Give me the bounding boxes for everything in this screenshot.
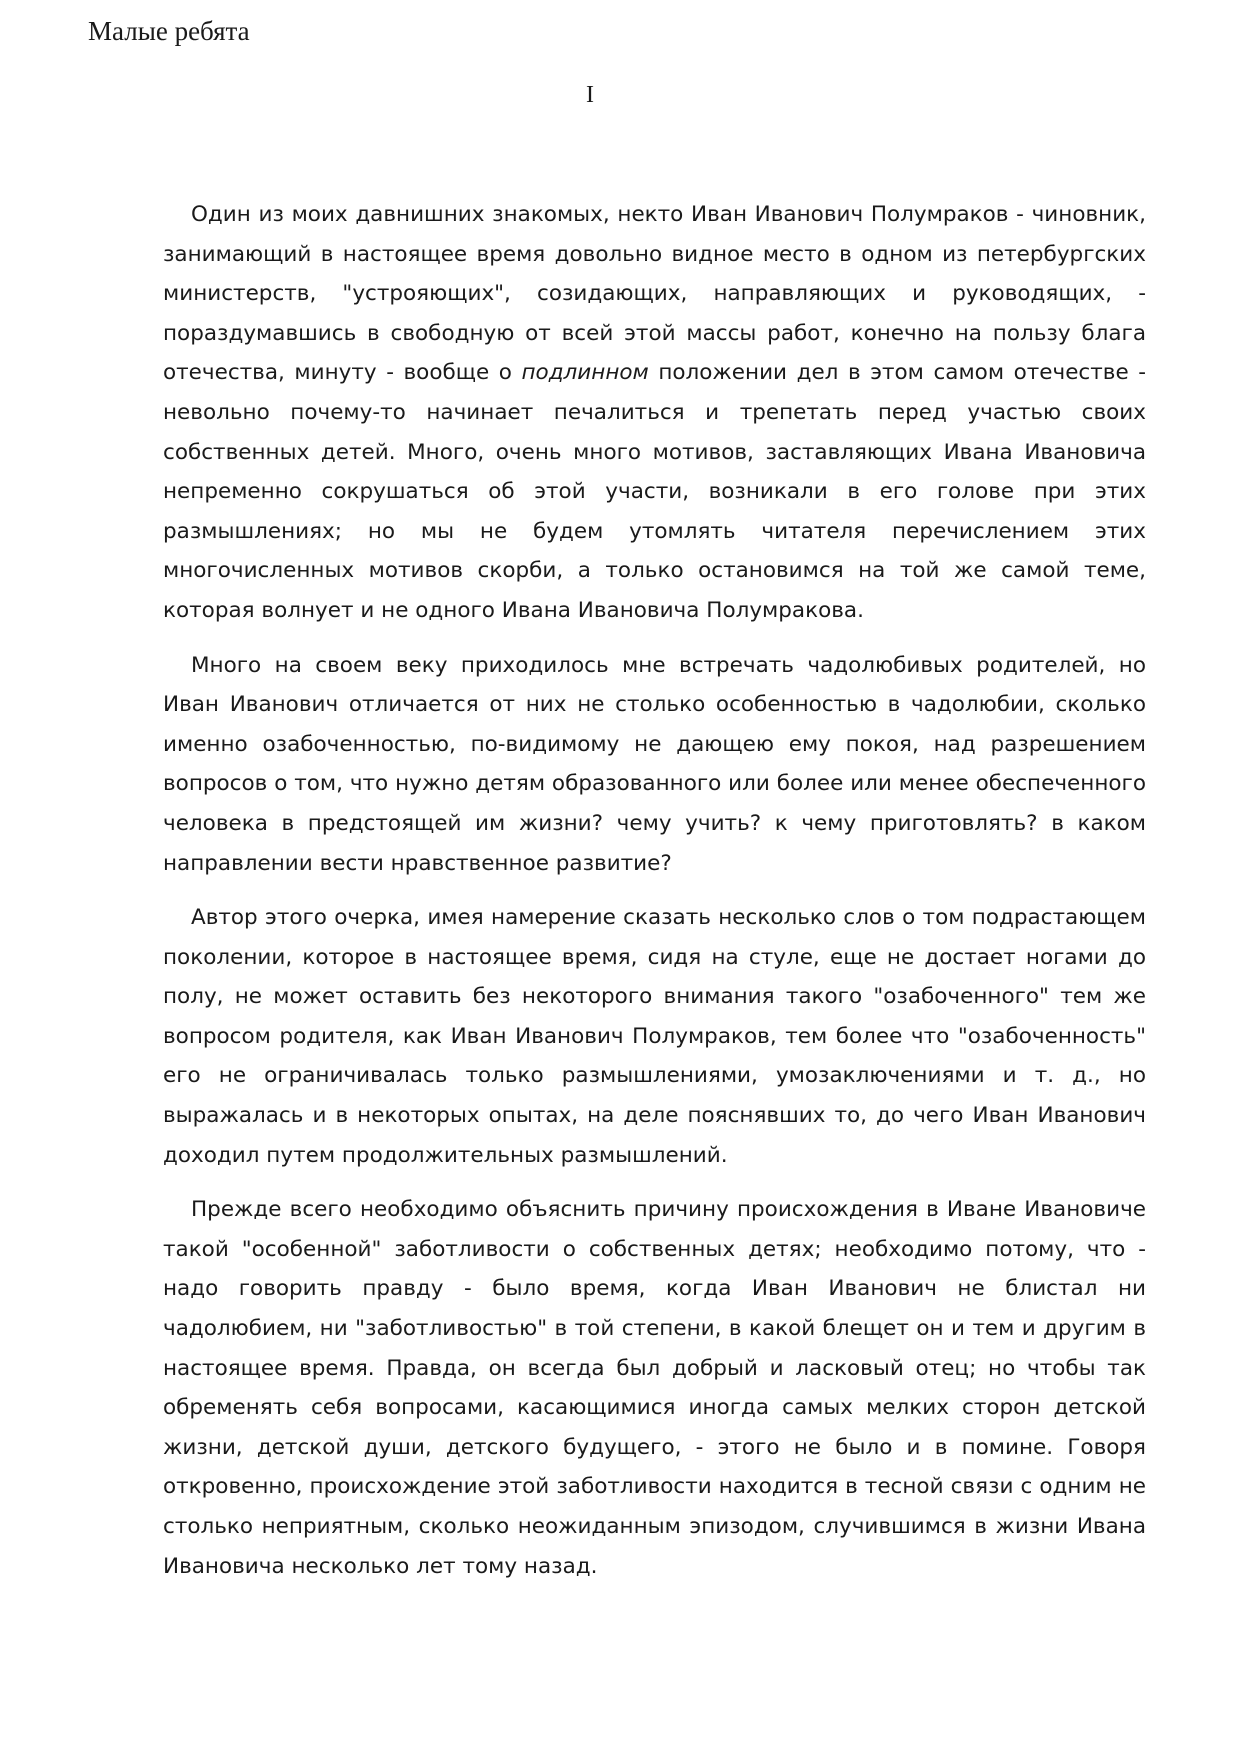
body-text [163,195,1146,1586]
paragraph-1-emphasis: подлинном [521,360,649,386]
paragraph-3: Автор этого очерка, имея намерение сказать несколько слов о том подрастающем поколении, которое в настоящее время, сидя на стуле, еще не достает ногами до полу, не может оставить без некоторого внимания такого "озабоченного" тем же вопросом родителя, как Иван Иванович Полумраков, тем более что "озабоченность" его не ограничивалась только размышлениями, умозаключениями и т. д., но выражалась и в некоторых опытах, на деле пояснявших то, до чего Иван Иванович доходил путем продолжительных размышлений. [163,905,1146,1168]
chapter-number: I [586,82,594,108]
paragraph-1-text-end: положении дел в этом самом отечестве - невольно почему-то начинает печалиться и трепетать перед участью своих собственных детей. Много, очень много мотивов, заставляющих Ивана Ивановича непременно сокрушаться об этой участи, возникали в его голове при этих размышлениях; но мы не будем утомлять читателя перечислением этих многочисленных мотивов скорби, а только остановимся на той же самой теме, которая волнует и не одного Ивана Ивановича Полумракова. [163,360,1146,623]
document-title: Малые ребята [88,16,250,46]
paragraph-1-text-start: Один из моих давнишних знакомых, некто Иван Иванович Полумраков - чиновник, занимающий в настоящее время довольно видное место в одном из петербургских министерств, "устрояющих", созидающих, направляющих и руководящих, - пораздумавшись в свободную от всей этой массы работ, конечно на пользу блага отечества, минуту - вообще о [163,202,1146,386]
paragraph-4: Прежде всего необходимо объяснить причину происхождения в Иване Ивановиче такой "особенной" заботливости о собственных детях; необходимо потому, что - надо говорить правду - было время, когда Иван Иванович не блистал ни чадолюбием, ни "заботливостью" в той степени, в какой блещет он и тем и другим в настоящее время. Правда, он всегда был добрый и ласковый отец; но чтобы так обременять себя вопросами, касающимися иногда самых мелких сторон детской жизни, детской души, детского будущего, - этого не было и в помине. Говоря откровенно, происхождение этой заботливости находится в тесной связи с одним не столько неприятным, сколько неожиданным эпизодом, случившимся в жизни Ивана Ивановича несколько лет тому назад. [163,1197,1146,1579]
paragraph-2: Много на своем веку приходилось мне встречать чадолюбивых родителей, но Иван Иванович отличается от них не столько особенностью в чадолюбии, сколько именно озабоченностью, по-видимому не дающею ему покоя, над разрешением вопросов о том, что нужно детям образованного или более или менее обеспеченного человека в предстоящей им жизни? чему учить? к чему приготовлять? в каком направлении вести нравственное развитие? [163,652,1146,876]
paragraph-1 [163,195,1146,631]
